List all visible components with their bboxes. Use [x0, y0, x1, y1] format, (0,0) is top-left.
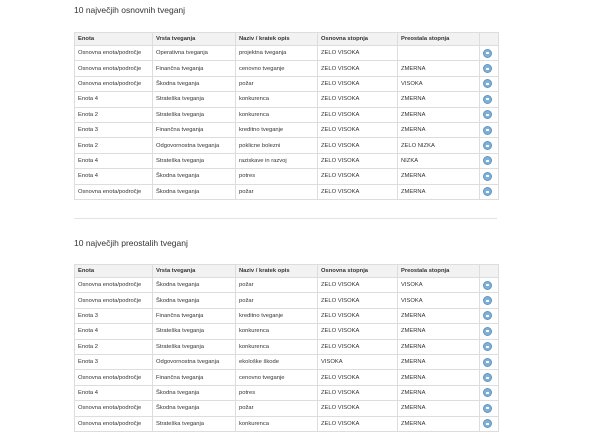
cell-name: kreditno tveganje: [236, 308, 318, 323]
row-actions-cell: [480, 153, 499, 168]
cell-name: požar: [236, 76, 318, 91]
column-header-residual-level[interactable]: Preostala stopnja: [398, 33, 480, 46]
table-row[interactable]: [75, 138, 499, 153]
cell-basic-level: ZELO VISOKA: [318, 61, 398, 76]
section-title-residual-risks: 10 največjih preostalih tveganj: [74, 238, 188, 248]
info-circle-icon[interactable]: [483, 187, 492, 196]
row-actions-cell: [480, 92, 499, 107]
cell-unit: Enota 2: [75, 339, 153, 354]
cell-basic-level: ZELO VISOKA: [318, 416, 398, 431]
column-header-risk-type[interactable]: Vrsta tveganja: [153, 265, 236, 278]
row-actions-cell: [480, 138, 499, 153]
cell-residual-level: ZMERNA: [398, 169, 480, 184]
row-actions-cell: [480, 122, 499, 137]
cell-basic-level: ZELO VISOKA: [318, 46, 398, 61]
column-header-unit[interactable]: Enota: [75, 265, 153, 278]
cell-risk-type: Škodna tveganja: [153, 293, 236, 308]
cell-basic-level: ZELO VISOKA: [318, 278, 398, 293]
table-header-row: [75, 33, 499, 46]
cell-name: poklicne bolezni: [236, 138, 318, 153]
table-header-row: [75, 265, 499, 278]
column-header-basic-level[interactable]: Osnovna stopnja: [318, 33, 398, 46]
row-actions-cell: [480, 76, 499, 91]
cell-risk-type: Škodna tveganja: [153, 278, 236, 293]
cell-risk-type: Odgovornostna tveganja: [153, 138, 236, 153]
column-header-basic-level[interactable]: Osnovna stopnja: [318, 265, 398, 278]
cell-name: konkurenca: [236, 324, 318, 339]
cell-name: ekološke škode: [236, 354, 318, 369]
cell-name: konkurenca: [236, 92, 318, 107]
cell-risk-type: Škodna tveganja: [153, 385, 236, 400]
cell-residual-level: ZMERNA: [398, 107, 480, 122]
table-row[interactable]: [75, 184, 499, 199]
cell-risk-type: Strateška tveganja: [153, 92, 236, 107]
section-divider: [74, 218, 497, 219]
table-row[interactable]: [75, 370, 499, 385]
table-row[interactable]: [75, 416, 499, 431]
cell-unit: Osnovna enota/področje: [75, 46, 153, 61]
cell-residual-level: ZMERNA: [398, 385, 480, 400]
info-circle-icon[interactable]: [483, 311, 492, 320]
info-circle-icon[interactable]: [483, 342, 492, 351]
row-actions-cell: [480, 107, 499, 122]
cell-unit: Enota 3: [75, 308, 153, 323]
row-actions-cell: [480, 169, 499, 184]
cell-residual-level: ZMERNA: [398, 308, 480, 323]
cell-unit: Enota 2: [75, 138, 153, 153]
cell-unit: Osnovna enota/področje: [75, 293, 153, 308]
cell-residual-level: ZMERNA: [398, 122, 480, 137]
cell-name: konkurenca: [236, 107, 318, 122]
cell-risk-type: Finančna tveganja: [153, 61, 236, 76]
cell-risk-type: Škodna tveganja: [153, 184, 236, 199]
cell-residual-level: ZELO NIZKA: [398, 138, 480, 153]
cell-basic-level: ZELO VISOKA: [318, 76, 398, 91]
cell-unit: Enota 2: [75, 107, 153, 122]
info-circle-icon[interactable]: [483, 388, 492, 397]
column-header-name[interactable]: Naziv / kratek opis: [236, 33, 318, 46]
table-row[interactable]: [75, 46, 499, 61]
cell-name: požar: [236, 184, 318, 199]
cell-basic-level: ZELO VISOKA: [318, 385, 398, 400]
table-row[interactable]: [75, 354, 499, 369]
basic-risks-table: [74, 32, 499, 200]
column-header-unit[interactable]: Enota: [75, 33, 153, 46]
cell-residual-level: ZMERNA: [398, 339, 480, 354]
cell-risk-type: Strateška tveganja: [153, 416, 236, 431]
info-circle-icon[interactable]: [483, 281, 492, 290]
info-circle-icon[interactable]: [483, 404, 492, 413]
cell-residual-level: ZMERNA: [398, 324, 480, 339]
cell-risk-type: Škodna tveganja: [153, 169, 236, 184]
cell-risk-type: Finančna tveganja: [153, 122, 236, 137]
cell-residual-level: ZMERNA: [398, 416, 480, 431]
table-row[interactable]: [75, 339, 499, 354]
cell-unit: Enota 3: [75, 122, 153, 137]
cell-residual-level: [398, 46, 480, 61]
row-actions-cell: [480, 61, 499, 76]
row-actions-cell: [480, 416, 499, 431]
cell-unit: Osnovna enota/področje: [75, 61, 153, 76]
cell-basic-level: ZELO VISOKA: [318, 370, 398, 385]
section-title-basic-risks: 10 največjih osnovnih tveganj: [74, 5, 186, 15]
cell-name: kreditno tveganje: [236, 122, 318, 137]
cell-basic-level: ZELO VISOKA: [318, 293, 398, 308]
cell-name: cenovno tveganje: [236, 61, 318, 76]
info-circle-icon[interactable]: [483, 419, 492, 428]
table-row[interactable]: [75, 385, 499, 400]
cell-unit: Osnovna enota/področje: [75, 184, 153, 199]
table-row[interactable]: [75, 401, 499, 416]
cell-name: potres: [236, 385, 318, 400]
cell-basic-level: ZELO VISOKA: [318, 184, 398, 199]
info-circle-icon[interactable]: [483, 373, 492, 382]
info-circle-icon[interactable]: [483, 358, 492, 367]
info-circle-icon[interactable]: [483, 156, 492, 165]
cell-basic-level: ZELO VISOKA: [318, 169, 398, 184]
cell-unit: Enota 4: [75, 92, 153, 107]
cell-residual-level: ZMERNA: [398, 401, 480, 416]
row-actions-cell: [480, 324, 499, 339]
column-header-actions: [480, 265, 499, 278]
cell-risk-type: Finančna tveganja: [153, 370, 236, 385]
cell-name: projektna tveganja: [236, 46, 318, 61]
table-row[interactable]: [75, 308, 499, 323]
table-row[interactable]: [75, 153, 499, 168]
cell-name: požar: [236, 401, 318, 416]
cell-residual-level: VISOKA: [398, 76, 480, 91]
table-row[interactable]: [75, 92, 499, 107]
info-circle-icon[interactable]: [483, 79, 492, 88]
residual-risks-table: [74, 264, 499, 432]
cell-name: konkurenca: [236, 339, 318, 354]
cell-risk-type: Strateška tveganja: [153, 324, 236, 339]
cell-risk-type: Strateška tveganja: [153, 339, 236, 354]
cell-unit: Osnovna enota/področje: [75, 278, 153, 293]
cell-residual-level: NIZKA: [398, 153, 480, 168]
column-header-actions: [480, 33, 499, 46]
cell-residual-level: ZMERNA: [398, 370, 480, 385]
row-actions-cell: [480, 370, 499, 385]
info-circle-icon[interactable]: [483, 327, 492, 336]
info-circle-icon[interactable]: [483, 296, 492, 305]
cell-basic-level: ZELO VISOKA: [318, 107, 398, 122]
cell-residual-level: ZMERNA: [398, 92, 480, 107]
row-actions-cell: [480, 339, 499, 354]
table-row[interactable]: [75, 122, 499, 137]
cell-basic-level: ZELO VISOKA: [318, 138, 398, 153]
info-circle-icon[interactable]: [483, 110, 492, 119]
cell-basic-level: VISOKA: [318, 354, 398, 369]
cell-residual-level: ZMERNA: [398, 61, 480, 76]
cell-unit: Osnovna enota/področje: [75, 370, 153, 385]
cell-name: konkurenca: [236, 416, 318, 431]
cell-unit: Osnovna enota/področje: [75, 401, 153, 416]
info-circle-icon[interactable]: [483, 172, 492, 181]
cell-unit: Enota 3: [75, 354, 153, 369]
cell-risk-type: Strateška tveganja: [153, 107, 236, 122]
table-row[interactable]: [75, 76, 499, 91]
info-circle-icon[interactable]: [483, 141, 492, 150]
table-row[interactable]: [75, 169, 499, 184]
column-header-residual-level[interactable]: Preostala stopnja: [398, 265, 480, 278]
cell-risk-type: Škodna tveganja: [153, 76, 236, 91]
info-circle-icon[interactable]: [483, 64, 492, 73]
cell-name: cenovno tveganje: [236, 370, 318, 385]
table-row[interactable]: [75, 107, 499, 122]
cell-unit: Enota 4: [75, 153, 153, 168]
cell-name: potres: [236, 169, 318, 184]
cell-basic-level: ZELO VISOKA: [318, 339, 398, 354]
row-actions-cell: [480, 401, 499, 416]
cell-name: požar: [236, 293, 318, 308]
cell-name: požar: [236, 278, 318, 293]
cell-basic-level: ZELO VISOKA: [318, 401, 398, 416]
cell-basic-level: ZELO VISOKA: [318, 122, 398, 137]
row-actions-cell: [480, 184, 499, 199]
cell-basic-level: ZELO VISOKA: [318, 308, 398, 323]
cell-unit: Osnovna enota/področje: [75, 76, 153, 91]
table-row[interactable]: [75, 324, 499, 339]
cell-risk-type: Operativna tveganja: [153, 46, 236, 61]
cell-basic-level: ZELO VISOKA: [318, 324, 398, 339]
table-row[interactable]: [75, 293, 499, 308]
cell-unit: Osnovna enota/področje: [75, 416, 153, 431]
cell-unit: Enota 4: [75, 324, 153, 339]
cell-residual-level: ZMERNA: [398, 354, 480, 369]
row-actions-cell: [480, 354, 499, 369]
table-row[interactable]: [75, 278, 499, 293]
cell-basic-level: ZELO VISOKA: [318, 153, 398, 168]
cell-risk-type: Škodna tveganja: [153, 401, 236, 416]
row-actions-cell: [480, 46, 499, 61]
row-actions-cell: [480, 385, 499, 400]
column-header-risk-type[interactable]: Vrsta tveganja: [153, 33, 236, 46]
cell-unit: Enota 4: [75, 169, 153, 184]
column-header-name[interactable]: Naziv / kratek opis: [236, 265, 318, 278]
cell-basic-level: ZELO VISOKA: [318, 92, 398, 107]
cell-residual-level: VISOKA: [398, 278, 480, 293]
row-actions-cell: [480, 293, 499, 308]
table-row[interactable]: [75, 61, 499, 76]
cell-risk-type: Finančna tveganja: [153, 308, 236, 323]
row-actions-cell: [480, 278, 499, 293]
info-circle-icon[interactable]: [483, 49, 492, 58]
cell-unit: Enota 4: [75, 385, 153, 400]
cell-risk-type: Odgovornostna tveganja: [153, 354, 236, 369]
row-actions-cell: [480, 308, 499, 323]
cell-residual-level: VISOKA: [398, 293, 480, 308]
cell-residual-level: ZMERNA: [398, 184, 480, 199]
cell-name: raziskave in razvoj: [236, 153, 318, 168]
info-circle-icon[interactable]: [483, 126, 492, 135]
info-circle-icon[interactable]: [483, 95, 492, 104]
cell-risk-type: Strateška tveganja: [153, 153, 236, 168]
